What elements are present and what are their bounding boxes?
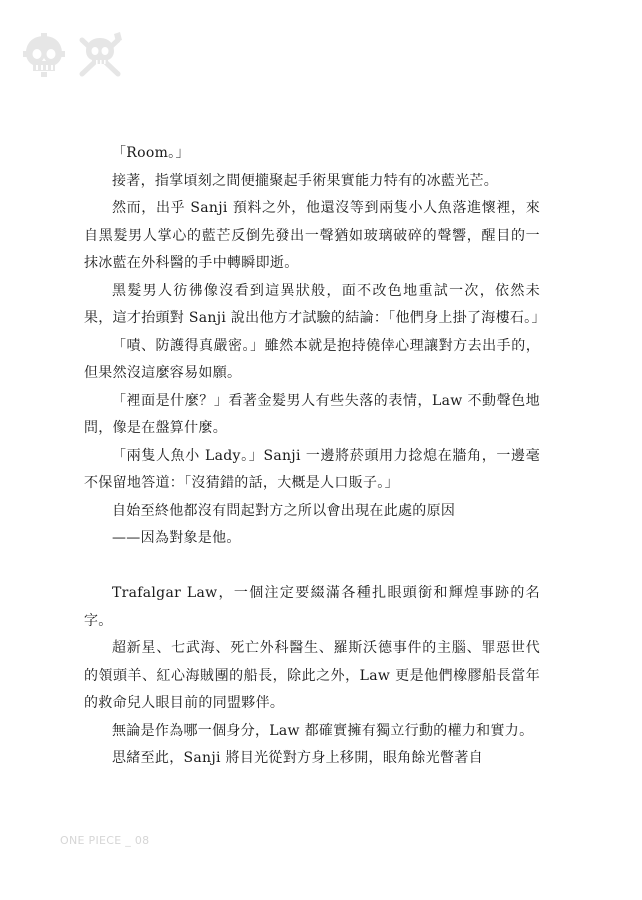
paragraph: 思緒至此，Sanji 將目光從對方身上移開，眼角餘光瞥著自 <box>112 750 483 766</box>
novel-page-body <box>84 140 546 773</box>
paragraph: 超新星、七武海、死亡外科醫生、羅斯沃德事件的主腦、罪惡世代的領頭羊、紅心海賊團的船長，除此之外，Law 更是他們橡膠船長當年的救命兒人眼目前的同盟夥伴。 <box>84 640 540 711</box>
paragraph: ——因為對象是他。 <box>112 530 241 546</box>
paragraph: 「兩隻人魚小 Lady。」Sanji 一邊將菸頭用力捻熄在牆角，一邊毫不保留地答道：「沒猜錯的話，大概是人口販子。」 <box>84 447 540 491</box>
header-emblems <box>20 32 126 80</box>
crossbones-logo-icon <box>74 32 126 80</box>
paragraph: Trafalgar Law，一個注定要綴滿各種扎眼頭銜和輝煌事跡的名字。 <box>84 585 540 629</box>
paragraph: 「裡面是什麼？」看著金髮男人有些失落的表情，Law 不動聲色地問，像是在盤算什麼。 <box>84 392 540 436</box>
paragraph: 「嘖、防護得真嚴密。」雖然本就是抱持僥倖心理讓對方去出手的，但果然沒這麼容易如願。 <box>84 337 540 381</box>
paragraph: 自始至終他都沒有問起對方之所以會出現在此處的原因 <box>112 502 456 519</box>
paragraph: 然而，出乎 Sanji 預料之外，他還沒等到兩隻小人魚落進懷裡，來自黑髮男人掌心的藍芒反倒先發出一聲猶如玻璃破碎的聲響，醒目的一抹冰藍在外科醫的手中轉瞬即逝。 <box>84 200 540 271</box>
paragraph: 接著，指掌頃刻之間便攏聚起手術果實能力特有的冰藍光芒。 <box>112 172 499 189</box>
paragraph: 無論是作為哪一個身分，Law 都確實擁有獨立行動的權力和實力。 <box>112 722 534 739</box>
paragraph: 黑髮男人彷彿像沒看到這異狀般，面不改色地重試一次，依然未果，這才抬頭對 Sanji 說出他方才試驗的結論：「他們身上掛了海樓石。」 <box>84 282 546 326</box>
skull-logo-icon <box>20 32 68 80</box>
paragraph: 「Room。」 <box>112 145 190 161</box>
section-break <box>84 553 540 581</box>
page-footer: ONE PIECE _ 08 <box>60 834 150 847</box>
